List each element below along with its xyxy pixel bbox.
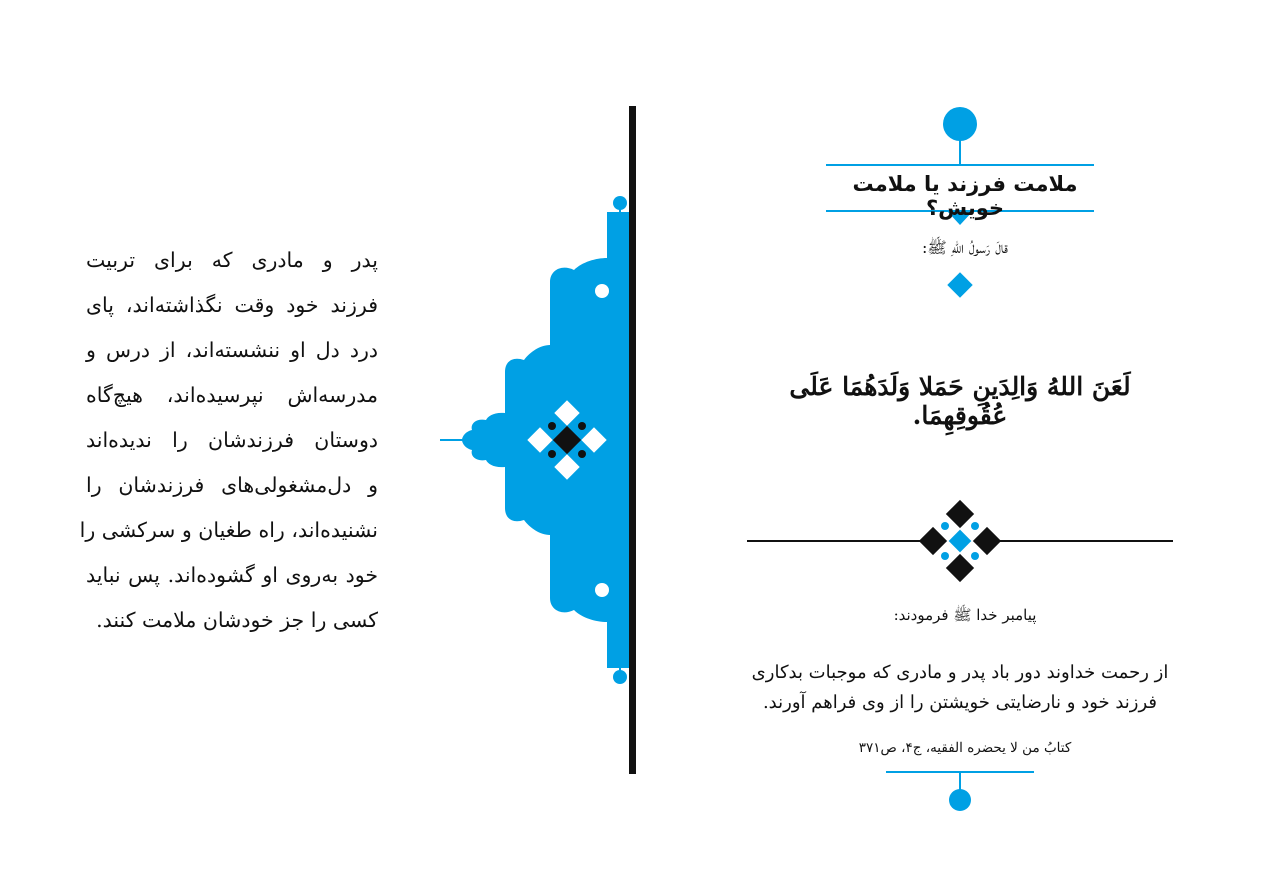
prophet-said-label: پیامبر خدا ﷺ فرمودند:	[893, 606, 1037, 624]
translation-line: از رحمت خداوند دور باد پدر و مادری که موجبات بدکاری	[751, 662, 1169, 683]
top-circle-icon	[943, 107, 977, 141]
title-top-rule	[826, 164, 1094, 166]
translation-line: فرزند خود و نارضایتی خویشتن را از وی فراهم آورند.	[762, 692, 1158, 713]
diamond-cluster-icon	[919, 500, 1001, 582]
paragraph-line: خود به‌روی او گشوده‌اند. پس نباید	[86, 563, 378, 587]
divider-line-right	[990, 540, 1173, 542]
paragraph-line: مدرسه‌اش نپرسیده‌اند، هیچ‌گاه	[86, 383, 378, 407]
divider-line-left	[747, 540, 930, 542]
paragraph-line: دوستان فرزندشان را ندیده‌اند	[86, 428, 378, 452]
source-bottom-rule	[886, 771, 1034, 773]
narrator-line: قالَ رَسولُ اللهِ ﷺ:	[922, 238, 1008, 257]
bottom-circle-icon	[949, 789, 971, 811]
diamond-icon	[947, 272, 972, 297]
paragraph-line: کسی را جز خودشان ملامت کنند.	[96, 608, 378, 632]
paragraph-line: پدر و مادری که برای تربیت	[86, 248, 378, 272]
paragraph-line: درد دل او ننشسته‌اند، از درس و	[86, 338, 378, 362]
paragraph-line: فرزند خود وقت نگذاشته‌اند، پای	[86, 293, 378, 317]
page-title: ملامت فرزند یا ملامت خویش؟	[852, 172, 1078, 220]
source-citation: کتابُ من لا یحضره الفقیه، ج۴، ص۳۷۱	[858, 740, 1072, 756]
hadith-translation	[730, 658, 1190, 718]
paragraph-line: نشنیده‌اند، راه طغیان و سرکشی را	[79, 518, 378, 542]
center-divider-bar	[629, 106, 636, 774]
left-paragraph	[79, 238, 378, 643]
paragraph-line: و دل‌مشغولی‌های فرزندشان را	[86, 473, 378, 497]
hadith-arabic-text: لَعَنَ اللهُ وَالِدَینِ حَمَلا وَلَدَهُمَا عَلَی عُقُوقِهِمَا.	[789, 372, 1131, 430]
